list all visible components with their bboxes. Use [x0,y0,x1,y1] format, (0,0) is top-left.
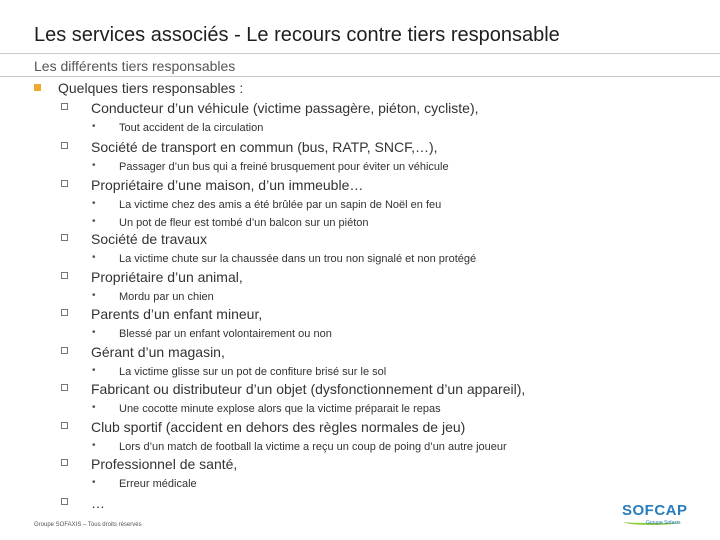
sub-list-item [0,161,720,177]
list-item-text: Gérant d’un magasin, [91,344,225,360]
dot-bullet-icon: • [92,477,96,488]
list-item-text: Conducteur d’un véhicule (victime passagère, piéton, cycliste), [91,100,479,116]
list-item-text: Club sportif (accident en dehors des règles normales de jeu) [91,419,466,435]
dot-bullet-icon: • [92,252,96,263]
sub-list-item-text: Erreur médicale [119,478,197,490]
sub-list-item [0,199,720,215]
sub-list-item-text: Tout accident de la circulation [119,122,264,134]
list-item-text: Propriétaire d’un animal, [91,269,243,285]
dot-bullet-icon: • [92,290,96,301]
subtitle-divider [0,76,720,77]
sub-list-item-text: Lors d’un match de football la victime a reçu un coup de poing d’un autre joueur [119,441,507,453]
list-item-text: Fabricant ou distributeur d’un objet (dysfonctionnement d’un appareil), [91,381,526,397]
hollow-square-bullet-icon [61,180,68,187]
list-item-text: Parents d’un enfant mineur, [91,306,263,322]
orange-square-bullet-icon [34,84,41,91]
hollow-square-bullet-icon [61,498,68,505]
dot-bullet-icon: • [92,216,96,227]
hollow-square-bullet-icon [61,103,68,110]
level1-text: Quelques tiers responsables : [58,80,244,96]
sub-list-item-text: Mordu par un chien [119,291,214,303]
sub-list-item [0,122,720,138]
sub-list-item [0,253,720,269]
logo-text: SOFCAP [622,502,688,519]
sub-list-item [0,328,720,344]
page-subtitle: Les différents tiers responsables [34,58,236,74]
dot-bullet-icon: • [92,440,96,451]
list-item-text: Société de transport en commun (bus, RATP, SNCF,…), [91,139,438,155]
dot-bullet-icon: • [92,160,96,171]
logo-subtext: Groupe Sofaxis [646,520,681,526]
sub-list-item-text: Un pot de fleur est tombé d’un balcon sur un piéton [119,217,369,229]
hollow-square-bullet-icon [61,234,68,241]
sub-list-item [0,478,720,494]
dot-bullet-icon: • [92,365,96,376]
page-title: Les services associés - Le recours contre tiers responsable [34,24,560,46]
sub-list-item-text: Une cocotte minute explose alors que la victime préparait le repas [119,403,441,415]
sub-list-item-text: Blessé par un enfant volontairement ou non [119,328,332,340]
hollow-square-bullet-icon [61,459,68,466]
footer-copyright: Groupe SOFAXIS – Tous droits réservés [34,522,142,528]
list-item-text: Société de travaux [91,231,207,247]
hollow-square-bullet-icon [61,422,68,429]
dot-bullet-icon: • [92,198,96,209]
hollow-square-bullet-icon [61,142,68,149]
hollow-square-bullet-icon [61,309,68,316]
hollow-square-bullet-icon [61,384,68,391]
sub-list-item [0,366,720,382]
dot-bullet-icon: • [92,402,96,413]
list-item-text: Propriétaire d’une maison, d’un immeuble… [91,177,364,193]
dot-bullet-icon: • [92,121,96,132]
sofcap-logo [620,500,688,528]
hollow-square-bullet-icon [61,272,68,279]
sub-list-item-text: La victime glisse sur un pot de confiture brisé sur le sol [119,366,387,378]
list-item-text: Professionnel de santé, [91,456,238,472]
list-item [0,495,720,535]
dot-bullet-icon: • [92,327,96,338]
title-divider [0,53,720,54]
hollow-square-bullet-icon [61,347,68,354]
sub-list-item [0,403,720,419]
sub-list-item-text: La victime chez des amis a été brûlée par un sapin de Noël en feu [119,199,442,211]
sub-list-item [0,291,720,307]
list-item-text: … [91,495,105,511]
sub-list-item-text: La victime chute sur la chaussée dans un trou non signalé et non protégé [119,253,477,265]
sub-list-item [0,441,720,457]
sub-list-item-text: Passager d’un bus qui a freiné brusquement pour éviter un véhicule [119,161,449,173]
